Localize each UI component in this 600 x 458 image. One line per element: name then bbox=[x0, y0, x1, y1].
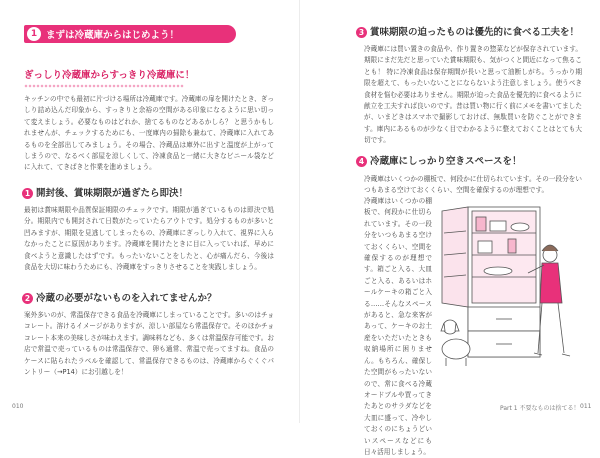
section-2-body: 案外多いのが、常温保存できる食品を冷蔵庫にしまっていることです。多いのはチョコレート。溶けるイメージがありますが、涼しい部屋なら常温保存で。そのほかチョコレート本来の美味しさが味わえます。調味料なども、多くは常温保存可能です。お店で常温で売っているものは常温保存で、卵も通常、常温で売ってますね。食品のケースに貼られたラベルを確認して、常温保存できるものは、冷蔵庫からぐくぐパントリー（→P14）にお引越しを！ bbox=[24, 311, 274, 377]
section-1-title: 開封後、賞味期限が過ぎたら即決！ bbox=[36, 188, 189, 199]
section-2-number: 2 bbox=[22, 293, 33, 304]
section-3-body: 冷蔵庫には買い置きの食品や、作り置きの惣菜などが保存されています。期限にまだ先だと思っていた賞味期限も、気がつくと間近になって焦ることも！ 特に冷凍食品は保存期間が長いと思って油断しがち。うっかり期限を超えて、もったいないことにならないよう注意しましょう。使うべき食材を悩む必要はありません。期限が迫った食品を優先的に食べるように献立を工夫すれば良いのです。昔は買い物に行く前にメモを書いてましたが、いまどきはスマホで撮影しておけば、無駄買いを防ぐことができます。庫内にあるものが少なく目でわかるように整えておくことはとても大切です。 bbox=[364, 45, 582, 145]
chapter-heading-text: まずは冷蔵庫からはじめよう！ bbox=[46, 30, 180, 41]
running-head: Part 1 不要なものは捨てる！ bbox=[500, 405, 580, 412]
section-2-title: 冷蔵の必要がないものを入れてませんか？ bbox=[36, 293, 217, 304]
chapter-heading bbox=[24, 25, 236, 43]
left-page bbox=[0, 0, 300, 423]
section-3-title: 賞味期限の迫ったものは優先的に食べる工夫を！ bbox=[370, 27, 580, 38]
refrigerator-icon bbox=[442, 207, 540, 357]
chapter-number: 1 bbox=[27, 27, 41, 41]
section-1-heading bbox=[22, 187, 282, 200]
dog-icon bbox=[441, 320, 470, 366]
section-2-heading bbox=[22, 292, 282, 305]
section-4-heading bbox=[356, 155, 596, 168]
section-1-number: 1 bbox=[22, 188, 33, 199]
intro-body: キッチンの中でも最初に片づける場所は冷蔵庫です。冷蔵庫の扉を開けたとき、ぎっしり詰め込んだ印象から、すっきりと余裕の空間がある印象になるように思い切って変えましょう。必要なものはどれか、捨てるものなどあるかしら？ と思うかもしれませんが、チェックするためにも、一度庫内の掃除も兼ねて、冷蔵庫に入れてあるものを全部出してみましょう。その場合、冷蔵品は庫外に出すと温度が上がってしまうので、なるべく部屋を涼しくして、冷凍食品と一緒に大きなビニール袋などに入れて、てきぱきと作業を進めましょう。 bbox=[24, 95, 274, 172]
intro-title: ぎっしり冷蔵庫からすっきり冷蔵庫に！ bbox=[24, 70, 195, 81]
section-4-body-wide: 冷蔵庫はいくつかの棚板で、何段かに仕切られています。その一段分をいつもあまる空けておくくらい、空間を確保するのが理想です。 bbox=[364, 175, 582, 195]
section-3-number: 3 bbox=[356, 27, 367, 38]
section-1-body: 最初は賞味期限や品質保証期限のチェックです。期限が過ぎているものは即決で処分。期限内でも開封されて日数がたっていたらアウトです。処分するものが多いと凹みますが、期限を見逃してしまったもの、冷蔵庫にぎっしり入れて、視界に入らなかったことに原因があります。冷蔵庫を開けたときに目に入っていれば、早めに食べようと意識したはずです。もったいないことをしたと、心が痛んだら、今後は食品を大切に味わうためにも、冷蔵庫をすっきりさせることを実践しましょう。 bbox=[24, 206, 274, 272]
section-3-heading bbox=[356, 26, 596, 39]
section-4-number: 4 bbox=[356, 156, 367, 167]
refrigerator-illustration bbox=[438, 203, 576, 368]
section-4-body: 冷蔵庫はいくつかの棚板で、何段かに仕切られています。その一段分をいつもあまる空けておくくらい、空間を確保するのが理想です。箱ごと入る、大皿ごと入る、あるいはホールケーキの箱ごと入る……そんなスペースがあると、急な来客があって、ケーキのお土産をいただいたときも収納場所に困りません。もちろん、確保した空間がもったいないので、常に食べる冷蔵オードブルや買ってきたあとのサラダなどを大皿に盛って、冷やしておくのにちょうどいいスペースなどにも日々活用しましょう。 bbox=[364, 197, 432, 456]
page-number-right: 011 bbox=[580, 403, 592, 410]
page-number-left: 010 bbox=[12, 403, 24, 410]
section-4-title: 冷蔵庫にしっかり空きスペースを！ bbox=[370, 156, 522, 167]
intro-title-underline bbox=[24, 84, 184, 88]
